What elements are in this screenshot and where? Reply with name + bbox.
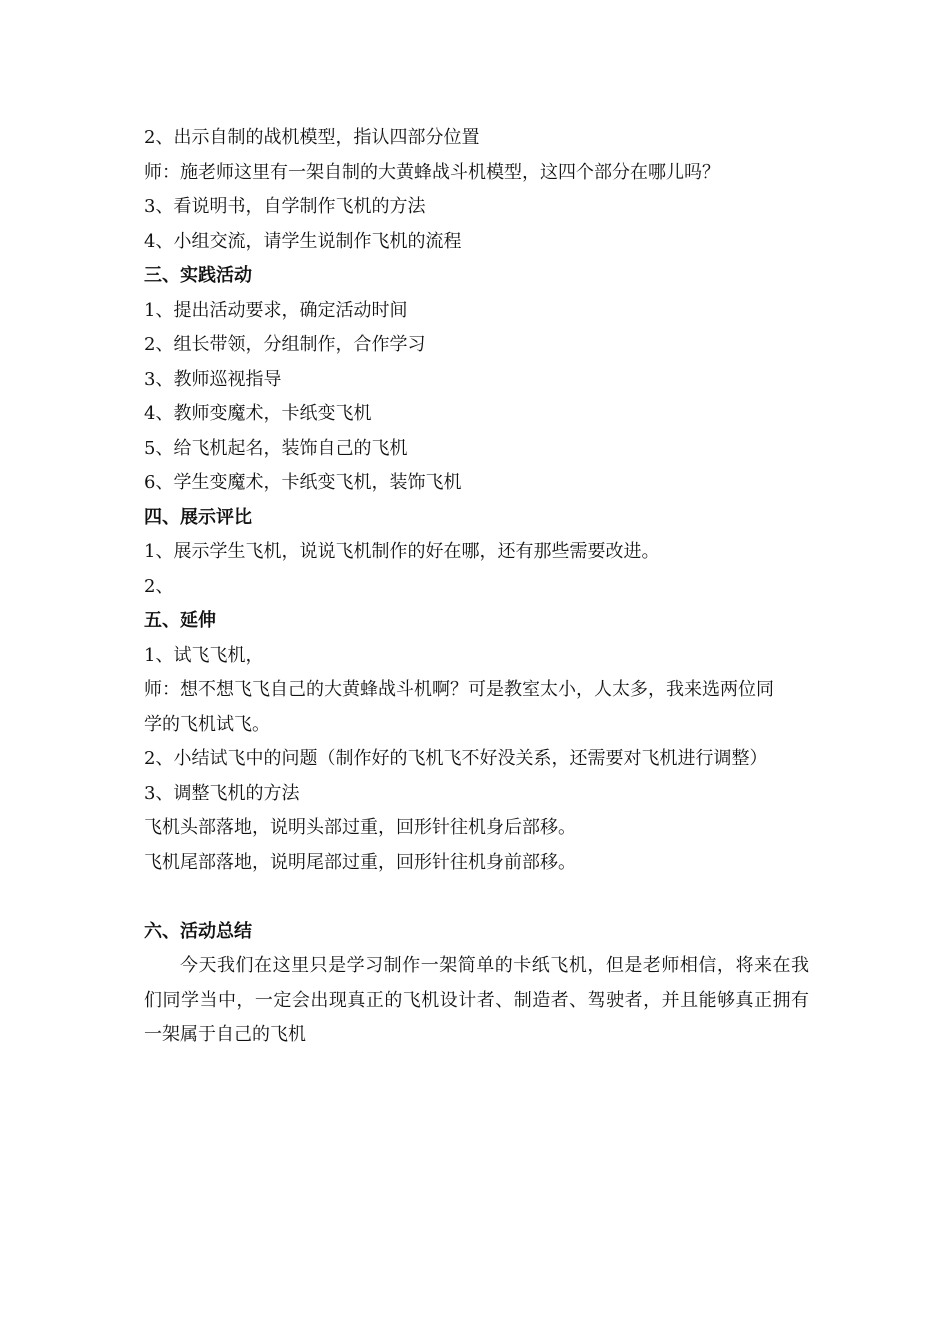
blank-line bbox=[144, 880, 814, 915]
list-item: 学的飞机试飞。 bbox=[144, 713, 270, 735]
text-line: 4、小组交流，请学生说制作飞机的流程 bbox=[144, 230, 462, 252]
section-heading-extension: 五、延伸 bbox=[144, 610, 216, 631]
section-heading-showcase: 四、展示评比 bbox=[144, 506, 252, 528]
list-item: 飞机头部落地，说明头部过重，回形针往机身后部移。 bbox=[144, 817, 576, 838]
list-item: 2、组长带领，分组制作，合作学习 bbox=[144, 334, 426, 355]
list-item: 师：想不想飞飞自己的大黄蜂战斗机啊？可是教室太小，人太多，我来选两位同 bbox=[144, 679, 774, 700]
list-item: 1、展示学生飞机，说说飞机制作的好在哪，还有那些需要改进。 bbox=[144, 541, 660, 562]
text-line: 师：施老师这里有一架自制的大黄蜂战斗机模型，这四个部分在哪儿吗？ bbox=[144, 161, 720, 183]
list-item: 1、提出活动要求，确定活动时间 bbox=[144, 299, 408, 321]
list-item: 3、调整飞机的方法 bbox=[144, 782, 300, 804]
list-item: 6、学生变魔术，卡纸变飞机，装饰飞机 bbox=[144, 472, 462, 493]
document-body bbox=[144, 121, 814, 1053]
list-item: 4、教师变魔术，卡纸变飞机 bbox=[144, 403, 372, 424]
section-heading-practice: 三、实践活动 bbox=[144, 265, 252, 286]
text-line: 3、看说明书，自学制作飞机的方法 bbox=[144, 196, 426, 217]
section-heading-summary: 六、活动总结 bbox=[144, 920, 252, 942]
list-item: 2、小结试飞中的问题（制作好的飞机飞不好没关系，还需要对飞机进行调整） bbox=[144, 748, 768, 769]
summary-paragraph: 今天我们在这里只是学习制作一架简单的卡纸飞机，但是老师相信，将来在我们同学当中，一定会出现真正的飞机设计者、制造者、驾驶者，并且能够真正拥有一架属于自己的飞机 bbox=[144, 955, 809, 1045]
text-line: 2、出示自制的战机模型，指认四部分位置 bbox=[144, 127, 480, 148]
list-item: 飞机尾部落地，说明尾部过重，回形针往机身前部移。 bbox=[144, 851, 576, 873]
list-item: 3、教师巡视指导 bbox=[144, 368, 282, 390]
list-item: 5、给飞机起名，装饰自己的飞机 bbox=[144, 437, 408, 459]
list-item: 2、 bbox=[144, 575, 174, 597]
list-item: 1、试飞飞机， bbox=[144, 644, 264, 666]
